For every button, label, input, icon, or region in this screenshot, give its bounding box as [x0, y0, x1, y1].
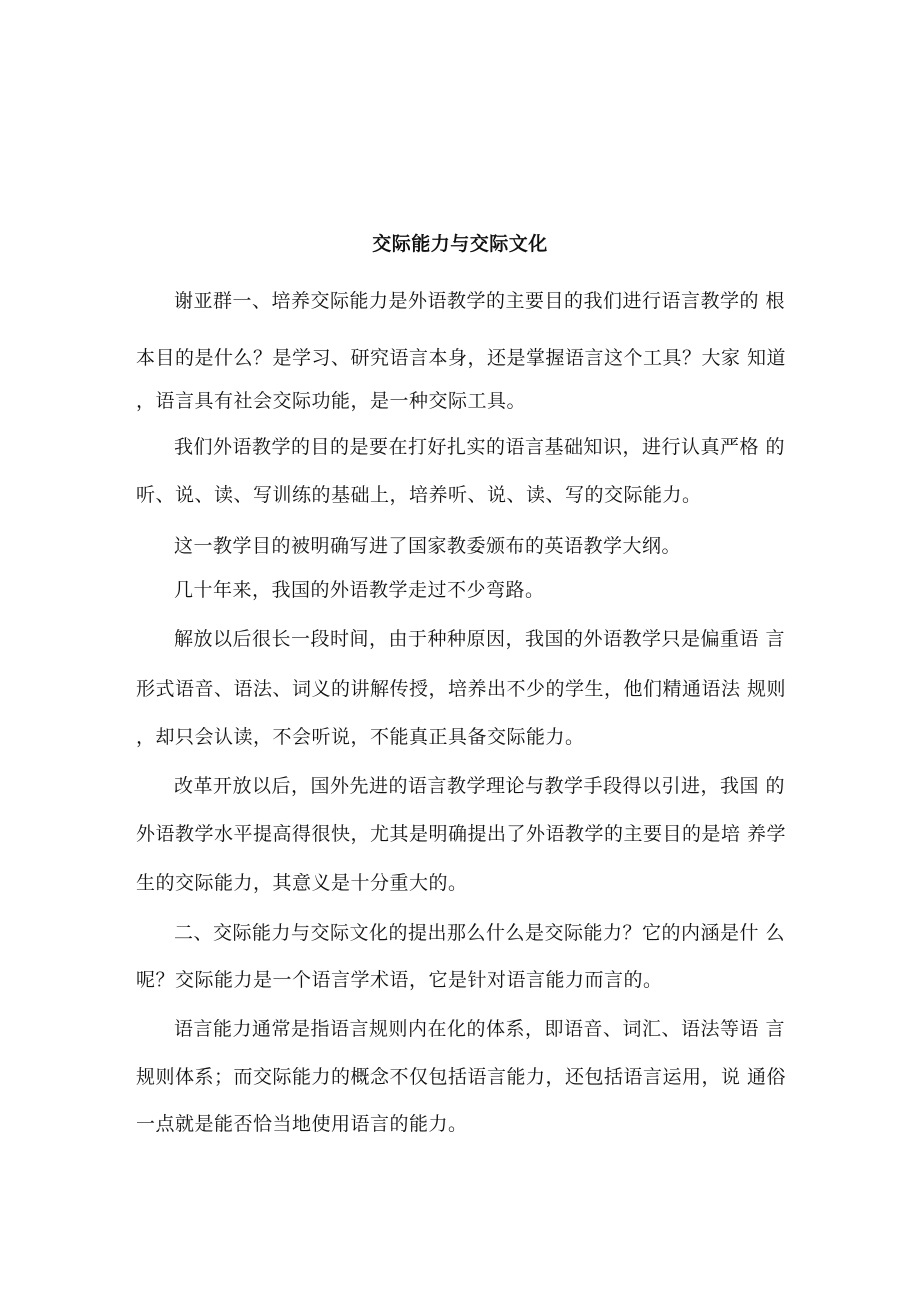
paragraph-line: 生的交际能力，其意义是十分重大的。	[136, 872, 468, 894]
document-title: 交际能力与交际文化	[372, 233, 548, 255]
paragraph-line: ，却只会认读，不会听说，不能真正具备交际能力。	[136, 726, 585, 748]
paragraph-line: 外语教学水平提高得很快，尤其是明确提出了外语教学的主要目的是培 养学	[136, 823, 787, 845]
paragraph-line: 改革开放以后，国外先进的语言教学理论与教学手段得以引进，我国 的	[174, 775, 786, 797]
paragraph-line: 二、交际能力与交际文化的提出那么什么是交际能力？它的内涵是什 么	[174, 922, 786, 944]
paragraph-line: 本目的是什么？是学习、研究语言本身，还是掌握语言这个工具？大家 知道	[136, 347, 787, 369]
paragraph-line: 几十年来，我国的外语教学走过不少弯路。	[174, 579, 545, 601]
paragraph-line: 规则体系；而交际能力的概念不仅包括语言能力，还包括语言运用，说 通俗	[136, 1066, 787, 1088]
paragraph-line: 语言能力通常是指语言规则内在化的体系，即语音、词汇、语法等语 言	[174, 1018, 786, 1040]
paragraph-line: 听、说、读、写训练的基础上，培养听、说、读、写的交际能力。	[136, 484, 702, 506]
paragraph-line: ，语言具有社会交际功能，是一种交际工具。	[136, 390, 527, 412]
paragraph-line: 这一教学目的被明确写进了国家教委颁布的英语教学大纲。	[174, 535, 682, 557]
paragraph-line: 一点就是能否恰当地使用语言的能力。	[136, 1113, 468, 1135]
paragraph-line: 呢？交际能力是一个语言学术语，它是针对语言能力而言的。	[136, 969, 663, 991]
paragraph-line: 我们外语教学的目的是要在打好扎实的语言基础知识，进行认真严格 的	[174, 436, 786, 458]
paragraph-line: 解放以后很长一段时间，由于种种原因，我国的外语教学只是偏重语 言	[174, 628, 786, 650]
paragraph-line: 谢亚群一、培养交际能力是外语教学的主要目的我们进行语言教学的 根	[174, 290, 786, 312]
paragraph-line: 形式语音、语法、词义的讲解传授，培养出不少的学生，他们精通语法 规则	[136, 678, 787, 700]
